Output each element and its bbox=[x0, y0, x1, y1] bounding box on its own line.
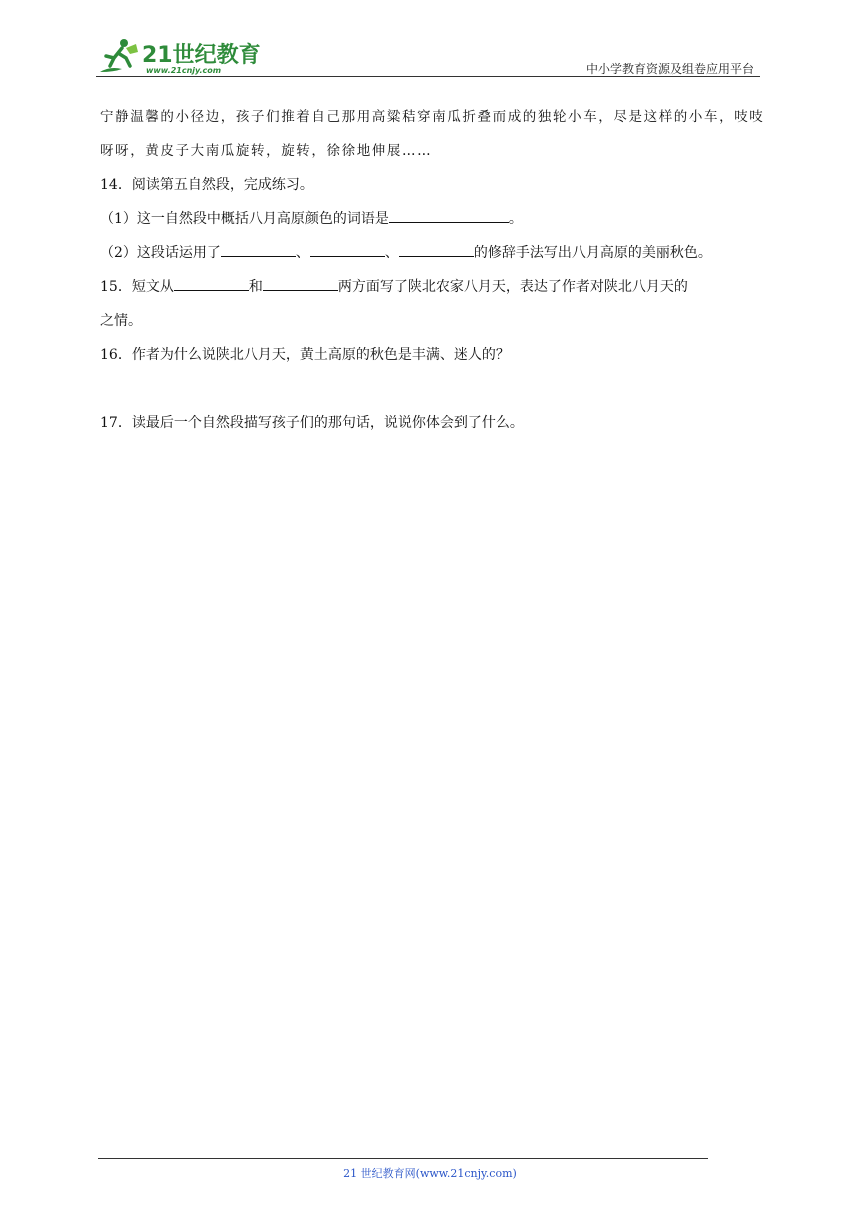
answer-blank-15a[interactable] bbox=[174, 272, 249, 291]
question-17: 17．读最后一个自然段描写孩子们的那句话，说说你体会到了什么。 bbox=[100, 415, 524, 431]
question-15-mid: 和 bbox=[248, 279, 263, 295]
question-14-2 bbox=[100, 236, 762, 270]
question-14-2-end: 的修辞手法写出八月高原的美丽秋色。 bbox=[473, 245, 712, 261]
question-14-1-text: （1）这一自然段中概括八月高原颜色的词语是 bbox=[100, 211, 389, 227]
question-16: 16．作者为什么说陕北八月天，黄土高原的秋色是丰满、迷人的？ bbox=[100, 347, 510, 363]
passage-line-2: 呀呀，黄皮子大南瓜旋转，旋转，徐徐地伸展…… bbox=[100, 143, 433, 159]
platform-name: 中小学教育资源及组卷应用平台 bbox=[585, 62, 754, 76]
answer-blank-14-1[interactable] bbox=[389, 204, 509, 223]
answer-blank-14-2b[interactable] bbox=[310, 238, 385, 257]
logo-url: www.21cnjy.com bbox=[146, 66, 222, 75]
header-divider bbox=[96, 76, 760, 77]
question-14-1-end: 。 bbox=[508, 211, 523, 227]
runner-icon bbox=[96, 36, 142, 76]
question-15-text: 15．短文从 bbox=[100, 279, 174, 295]
answer-space-16[interactable] bbox=[100, 372, 762, 406]
footer-divider bbox=[98, 1158, 708, 1159]
logo-brand: 21世纪教育 bbox=[142, 43, 261, 68]
question-14: 14．阅读第五自然段，完成练习。 bbox=[100, 177, 314, 193]
answer-blank-14-2c[interactable] bbox=[399, 238, 474, 257]
question-14-1 bbox=[100, 202, 762, 236]
document-body bbox=[100, 100, 765, 440]
question-15-end: 之情。 bbox=[100, 313, 142, 329]
footer-link[interactable]: 21 世纪教育网(www.21cnjy.com) bbox=[343, 1167, 517, 1180]
passage-line-1: 宁静温馨的小径边，孩子们推着自己那用高粱秸穿南瓜折叠而成的独轮小车，尽是这样的小车，吱吱 bbox=[100, 109, 765, 125]
separator: 、 bbox=[384, 245, 399, 261]
answer-blank-15b[interactable] bbox=[263, 272, 338, 291]
separator: 、 bbox=[295, 245, 310, 261]
question-15 bbox=[100, 270, 762, 304]
question-14-2-text: （2）这段话运用了 bbox=[100, 245, 221, 261]
site-logo[interactable] bbox=[96, 36, 266, 76]
page-header bbox=[96, 32, 760, 78]
question-15-rest: 两方面写了陕北农家八月天，表达了作者对陕北八月天的 bbox=[337, 279, 688, 295]
answer-blank-14-2a[interactable] bbox=[221, 238, 296, 257]
